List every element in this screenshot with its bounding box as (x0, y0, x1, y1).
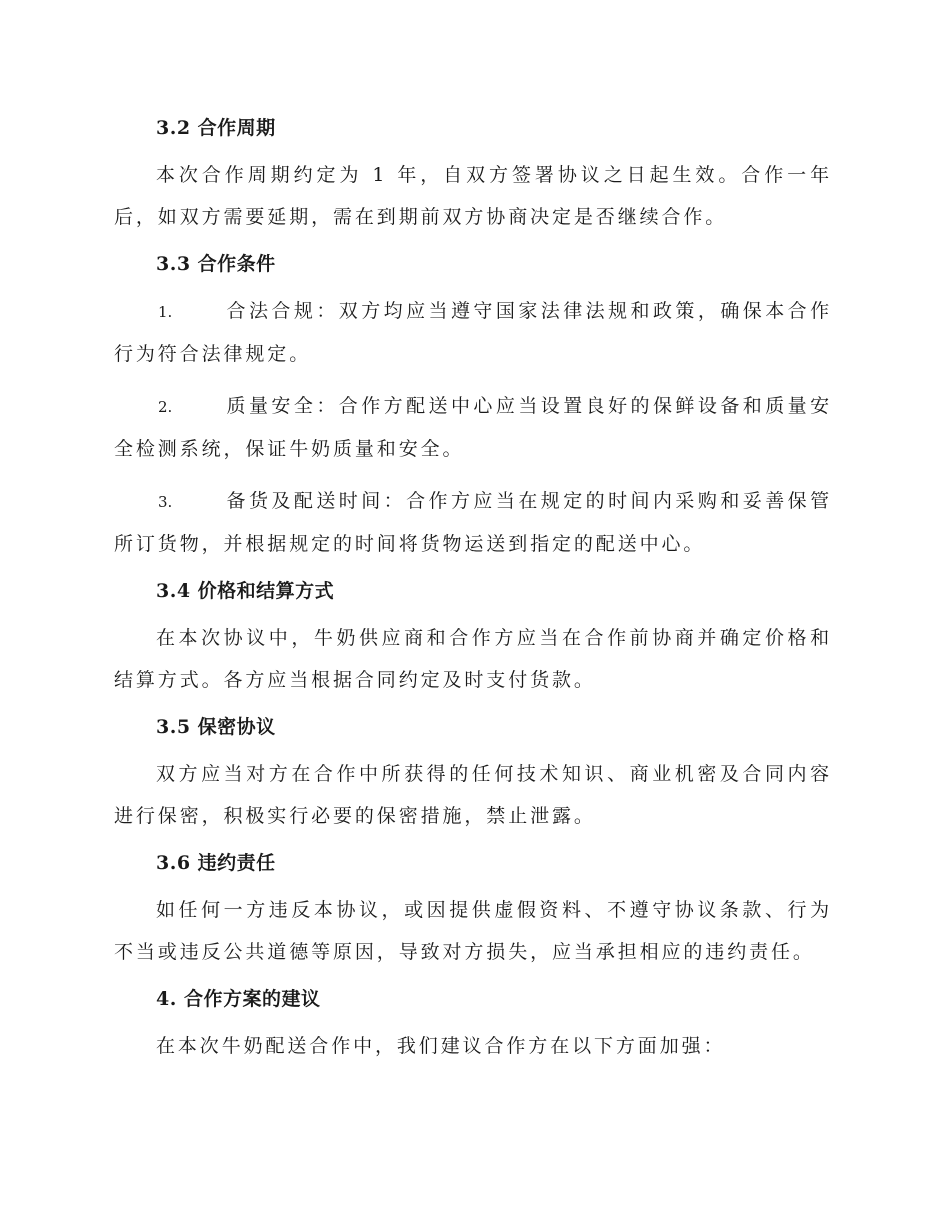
section-heading-4: 4. 合作方案的建议 (156, 988, 321, 1010)
paragraph-price-settlement: 在本次协议中，牛奶供应商和合作方应当在合作前协商并确定价格和结算方式。各方应当根据合同约定及时支付货款。 (114, 627, 832, 691)
paragraph-cooperation-period: 本次合作周期约定为 1 年，自双方签署协议之日起生效。合作一年后，如双方需要延期，需在到期前双方协商决定是否继续合作。 (114, 164, 832, 228)
list-item-number: 1. (158, 303, 173, 321)
section-heading-3-4: 3.4 价格和结算方式 (156, 580, 335, 602)
list-item-text: 质量安全：合作方配送中心应当设置良好的保鲜设备和质量安全检测系统，保证牛奶质量和安全。 (114, 395, 832, 460)
paragraph-confidentiality: 双方应当对方在合作中所获得的任何技术知识、商业机密及合同内容进行保密，积极实行必要的保密措施，禁止泄露。 (114, 763, 832, 827)
paragraph-breach-liability: 如任何一方违反本协议，或因提供虚假资料、不遵守协议条款、行为不当或违反公共道德等原因，导致对方损失，应当承担相应的违约责任。 (114, 899, 832, 963)
list-item-text: 备货及配送时间：合作方应当在规定的时间内采购和妥善保管所订货物，并根据规定的时间将货物运送到指定的配送中心。 (114, 490, 832, 555)
list-item-text: 合法合规：双方均应当遵守国家法律法规和政策，确保本合作行为符合法律规定。 (114, 300, 832, 365)
list-item (114, 385, 832, 470)
paragraph-cooperation-suggestions: 在本次牛奶配送合作中，我们建议合作方在以下方面加强： (156, 1035, 726, 1057)
list-item (114, 290, 832, 375)
section-heading-3-5: 3.5 保密协议 (156, 716, 276, 738)
section-heading-3-6: 3.6 违约责任 (156, 852, 276, 874)
list-item-number: 2. (158, 398, 173, 416)
section-heading-3-3: 3.3 合作条件 (156, 253, 276, 275)
list-item-number: 3. (158, 493, 173, 511)
section-heading-3-2: 3.2 合作周期 (156, 117, 276, 139)
list-item (114, 480, 832, 565)
